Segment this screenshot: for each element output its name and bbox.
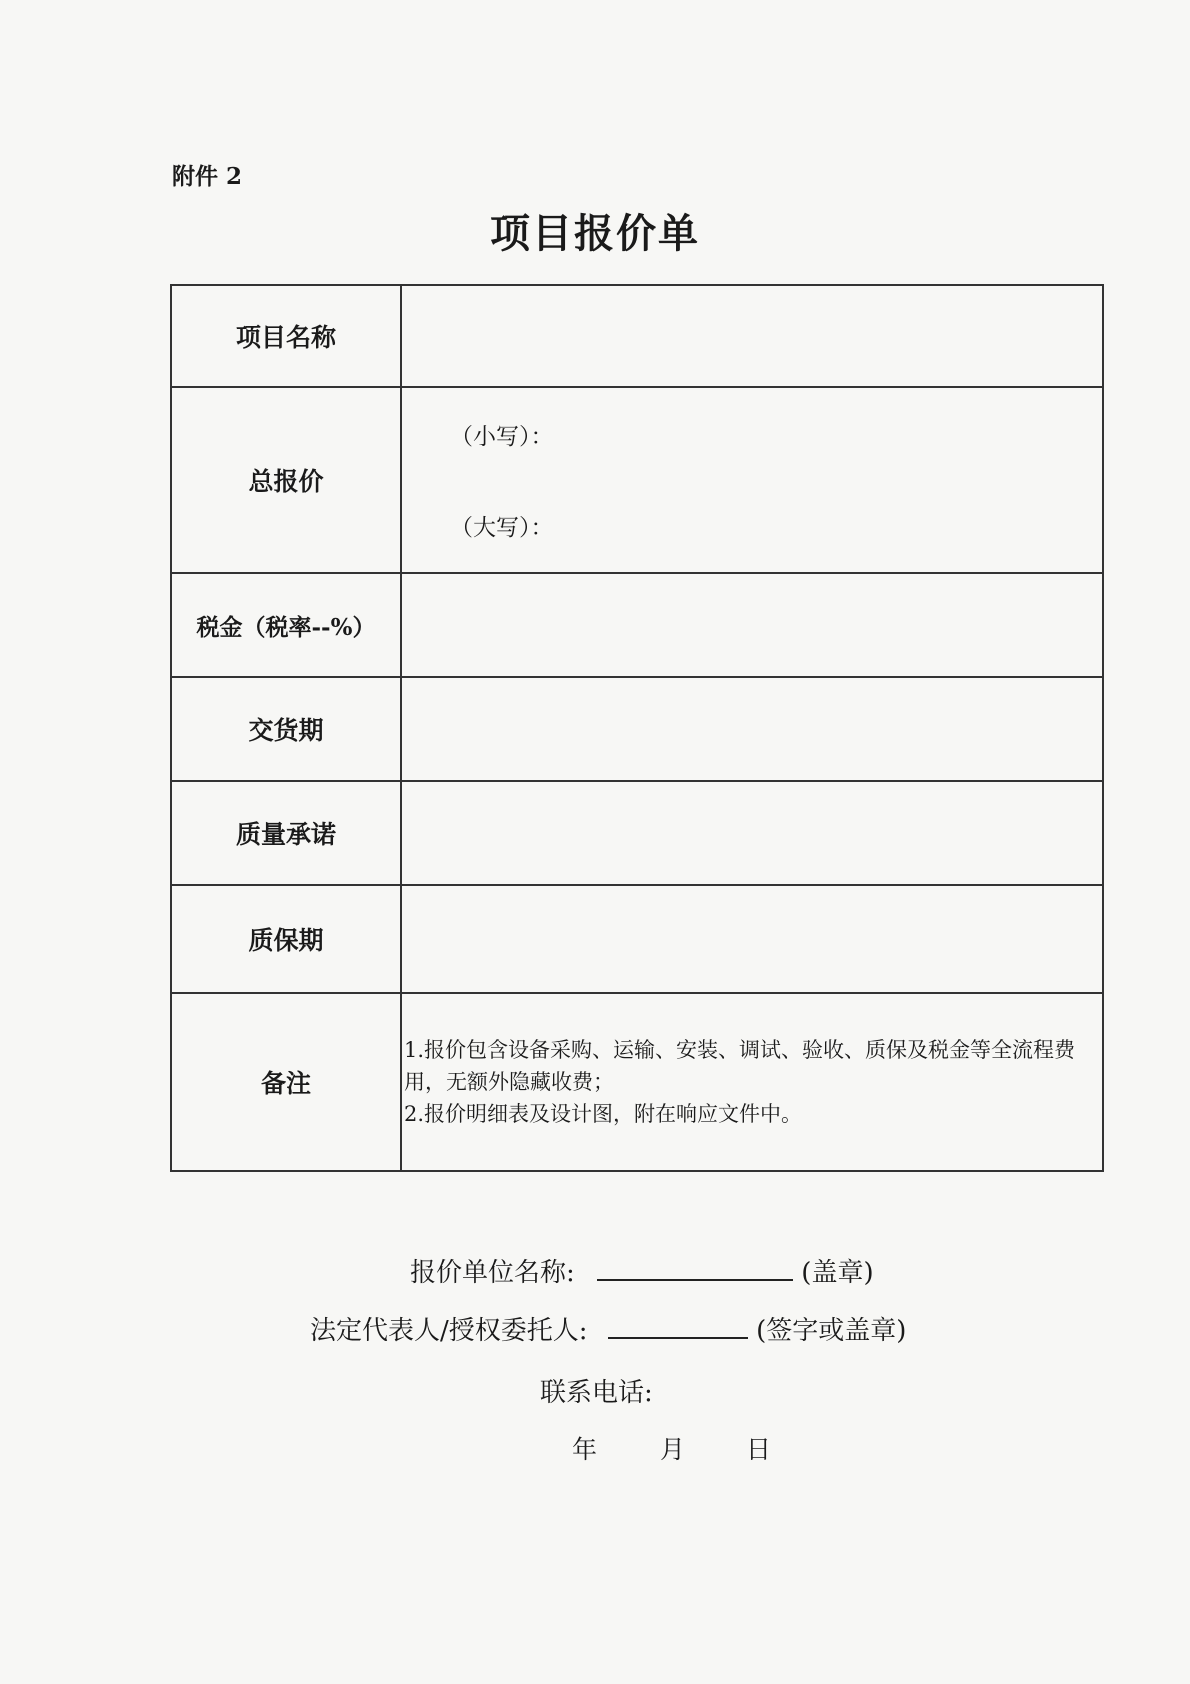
- delivery-field[interactable]: [401, 677, 1103, 781]
- remarks-label: 备注: [171, 993, 401, 1171]
- company-suffix: (盖章): [801, 1258, 874, 1288]
- delivery-label: 交货期: [171, 677, 401, 781]
- quote-table: [170, 284, 1104, 1172]
- page-title: 项目报价单: [490, 210, 700, 257]
- representative-suffix: (签字或盖章): [756, 1316, 907, 1346]
- date-year: 年: [572, 1435, 598, 1464]
- quality-field[interactable]: [401, 781, 1103, 885]
- tax-label: 税金（税率--%）: [171, 573, 401, 677]
- attachment-label: 附件 2: [172, 163, 243, 190]
- project-name-label: 项目名称: [171, 285, 401, 387]
- phone-label: 联系电话:: [540, 1378, 653, 1408]
- company-blank[interactable]: [597, 1257, 793, 1281]
- price-upper-label: （大写）：: [450, 515, 554, 541]
- table-row: [171, 573, 1103, 677]
- tax-field[interactable]: [401, 573, 1103, 677]
- total-price-field[interactable]: [401, 387, 1103, 573]
- representative-blank[interactable]: [608, 1315, 748, 1339]
- remarks-line-2: 2.报价明细表及设计图，附在响应文件中。: [404, 1102, 803, 1126]
- representative-label: 法定代表人/授权委托人:: [310, 1316, 588, 1346]
- table-row: [171, 781, 1103, 885]
- warranty-label: 质保期: [171, 885, 401, 993]
- remarks-field: [401, 993, 1103, 1171]
- remarks-line-1: 1.报价包含设备采购、运输、安装、调试、验收、质保及税金等全流程费用，无额外隐藏收费；: [404, 1038, 1076, 1094]
- representative-line: [310, 1310, 906, 1347]
- date-month: 月: [660, 1435, 686, 1464]
- table-row: [171, 677, 1103, 781]
- total-price-label: 总报价: [171, 387, 401, 573]
- company-line: [410, 1252, 874, 1289]
- company-label: 报价单位名称:: [410, 1258, 575, 1288]
- date-day: 日: [746, 1435, 772, 1464]
- price-lower-label: （小写）：: [450, 424, 554, 450]
- table-row: [171, 285, 1103, 387]
- quality-label: 质量承诺: [171, 781, 401, 885]
- table-row: [171, 387, 1103, 573]
- warranty-field[interactable]: [401, 885, 1103, 993]
- table-row: [171, 993, 1103, 1171]
- project-name-field[interactable]: [401, 285, 1103, 387]
- table-row: [171, 885, 1103, 993]
